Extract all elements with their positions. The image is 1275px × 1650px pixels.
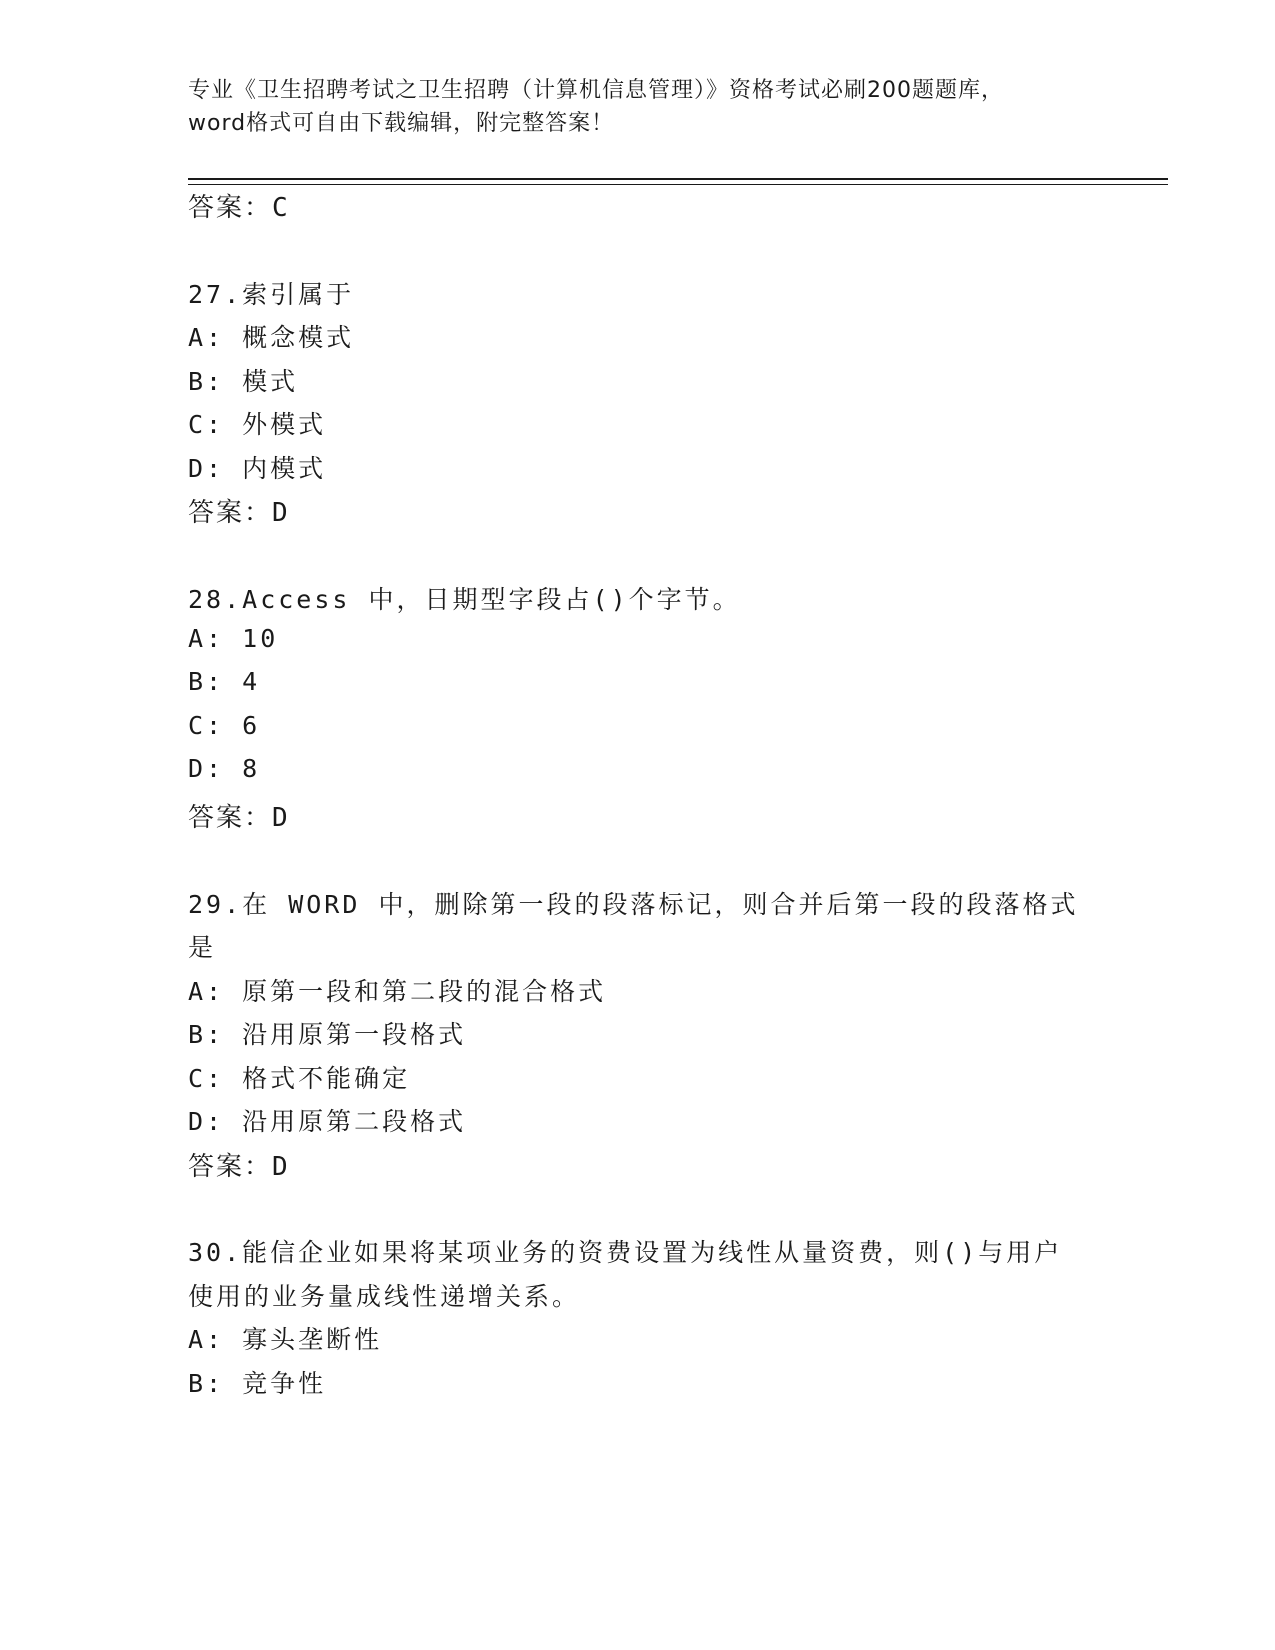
option-a: A: 10 (188, 624, 279, 653)
header-line-2: word格式可自由下载编辑，附完整答案！ (188, 111, 615, 136)
option-b: B: 竞争性 (188, 1369, 327, 1398)
option-c: C: 6 (188, 711, 261, 740)
question-stem-continued: 使用的业务量成线性递增关系。 (188, 1282, 581, 1311)
option-d: D: 内模式 (188, 454, 327, 483)
question-stem: 28.Access 中，日期型字段占()个字节。 (188, 585, 741, 614)
option-b: B: 4 (188, 667, 261, 696)
option-d: D: 8 (188, 754, 261, 783)
option-a: A: 寡头垄断性 (188, 1325, 383, 1354)
option-b: B: 沿用原第一段格式 (188, 1020, 467, 1049)
question-stem: 30.能信企业如果将某项业务的资费设置为线性从量资费，则()与用户 (188, 1238, 1063, 1267)
answer-label: 答案： (188, 803, 273, 833)
answer-value: D (272, 803, 290, 833)
question-stem-continued: 是 (188, 933, 217, 962)
answer-value: D (272, 498, 290, 528)
header-line-1: 专业《卫生招聘考试之卫生招聘（计算机信息管理）》资格考试必刷200题题库， (188, 78, 1004, 103)
question-stem: 29.在 WORD 中，删除第一段的段落标记，则合并后第一段的段落格式 (188, 890, 1079, 919)
option-a: A: 概念模式 (188, 323, 355, 352)
option-b: B: 模式 (188, 367, 299, 396)
option-d: D: 沿用原第二段格式 (188, 1107, 467, 1136)
answer-label: 答案： (188, 1152, 273, 1182)
option-a: A: 原第一段和第二段的混合格式 (188, 977, 607, 1006)
question-stem: 27.索引属于 (188, 280, 355, 309)
document-header (188, 74, 1088, 140)
option-c: C: 格式不能确定 (188, 1064, 411, 1093)
answer-label: 答案： (188, 498, 273, 528)
question-answer (188, 1146, 290, 1183)
header-divider-thin (188, 184, 1168, 185)
option-c: C: 外模式 (188, 410, 327, 439)
answer-value: C (272, 193, 290, 223)
answer-label: 答案： (188, 193, 273, 223)
question-answer (188, 492, 290, 529)
previous-answer (188, 187, 290, 224)
question-answer (188, 797, 290, 834)
header-divider (188, 178, 1168, 180)
answer-value: D (272, 1152, 290, 1182)
